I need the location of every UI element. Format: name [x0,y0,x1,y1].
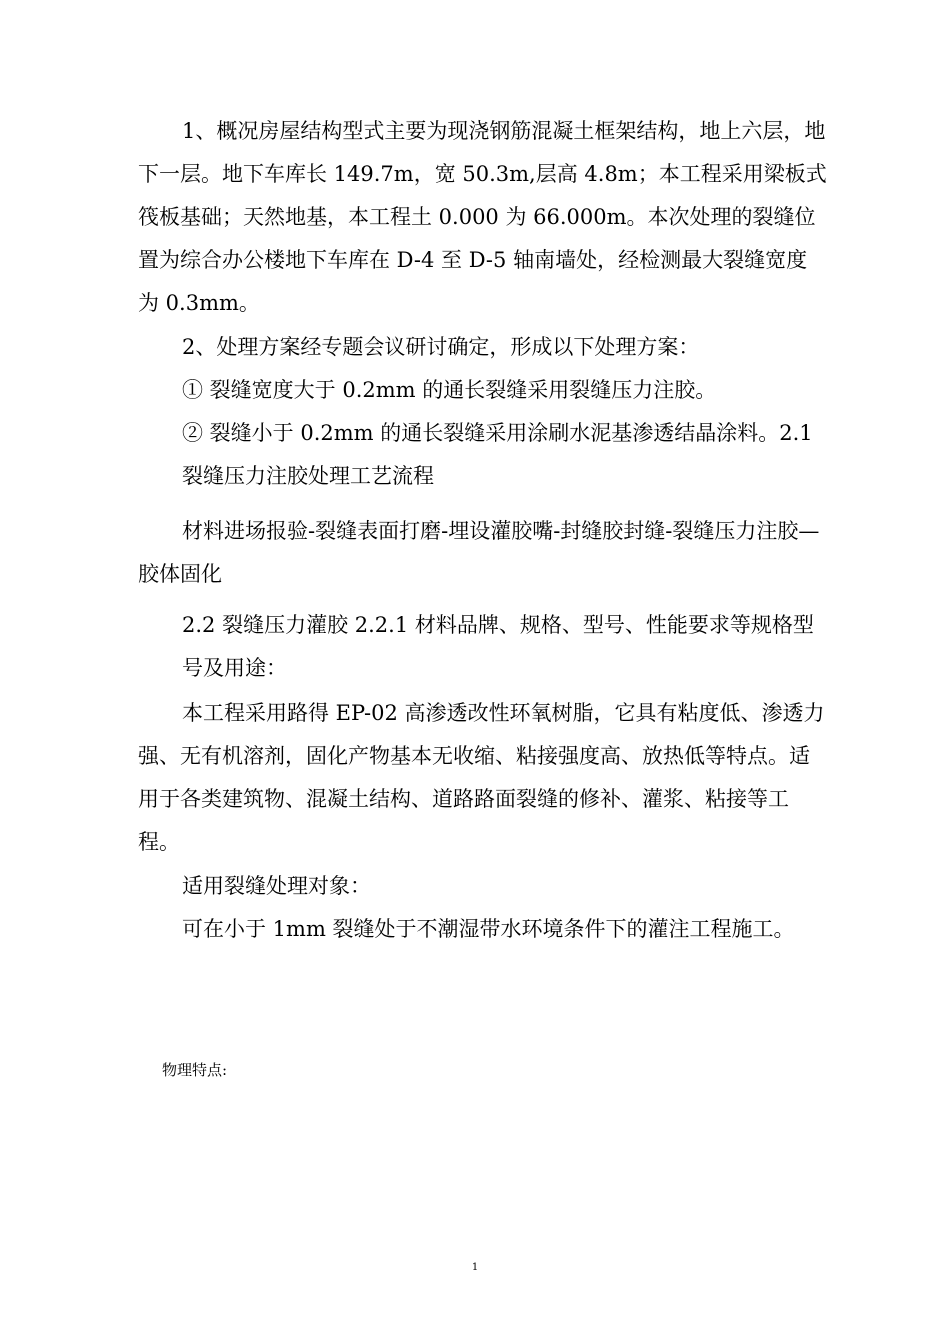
paragraph-applicable-objects: 适用裂缝处理对象： [182,874,371,898]
page-number: 1 [471,1262,479,1273]
paragraph-physical-properties: 物理特点: [162,1061,228,1079]
paragraph-process-flow: 材料进场报验-裂缝表面打磨-埋设灌胶嘴-封缝胶封缝-裂缝压力注胶—胶体固化 [138,519,820,586]
paragraph-material-description: 本工程采用路得 EP-02 高渗透改性环氧树脂，它具有粘度低、渗透力强、无有机溶剂，固化产物基本无收缩、粘接强度高、放热低等特点。适用于各类建筑物、混凝土结构、道路路面裂缝的修补、灌浆、粘接等工程。 [138,701,825,854]
paragraph-item-1: ① 裂缝宽度大于 0.2mm 的通长裂缝采用裂缝压力注胶。 [182,378,717,402]
paragraph-overview: 1、概况房屋结构型式主要为现浇钢筋混凝土框架结构，地上六层，地下一层。地下车库长 149.7m，宽 50.3m,层高 4.8m；本工程采用梁板式筏板基础；天然地基，本工程土 0.000 为 66.000m。本次处理的裂缝位置为综合办公楼地下车库在 D-4 至 D-5 轴南墙处，经检测最大裂缝宽度为 0.3mm。 [138,119,827,315]
paragraph-treatment-plan: 2、处理方案经专题会议研讨确定，形成以下处理方案： [182,335,700,359]
paragraph-item-2: ② 裂缝小于 0.2mm 的通长裂缝采用涂刷水泥基渗透结晶涂料。2.1 裂缝压力注胶处理工艺流程 [182,421,813,488]
paragraph-applicable-conditions: 可在小于 1mm 裂缝处于不潮湿带水环境条件下的灌注工程施工。 [182,917,795,941]
paragraph-material-spec: 2.2 裂缝压力灌胶 2.2.1 材料品牌、规格、型号、性能要求等规格型号及用途： [182,613,814,680]
